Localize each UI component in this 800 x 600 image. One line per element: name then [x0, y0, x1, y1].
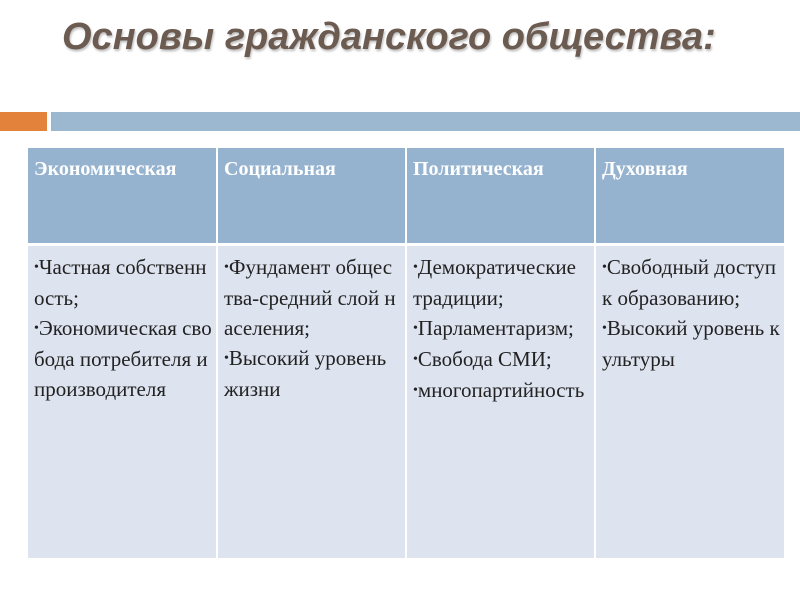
list-item: •Высокий уровень жизни — [224, 346, 387, 401]
accent-bar-blue — [51, 112, 800, 131]
slide-title: Основы гражданского общества: — [62, 16, 716, 58]
cell-spiritual — [595, 245, 784, 559]
cell-economic — [28, 245, 217, 559]
list-item: •многопартийность — [413, 378, 585, 402]
header-spiritual: Духовная — [595, 148, 784, 245]
society-table — [28, 148, 784, 558]
header-economic: Экономическая — [28, 148, 217, 245]
accent-bar-orange — [0, 112, 47, 131]
list-item: •Частная собственность; — [34, 255, 207, 310]
header-political: Политическая — [406, 148, 595, 245]
list-item: •Демократические традиции; — [413, 255, 576, 310]
list-item: •Свободный доступ к образованию; — [602, 255, 776, 310]
list-item: •Парламентаризм; — [413, 316, 574, 340]
list-item: •Экономическая свобода потребителя и производителя — [34, 316, 212, 401]
cell-social — [217, 245, 406, 559]
table-body-row — [28, 245, 784, 559]
table-header-row — [28, 148, 784, 245]
cell-political — [406, 245, 595, 559]
list-item: •Свобода СМИ; — [413, 347, 552, 371]
header-social: Социальная — [217, 148, 406, 245]
list-item: •Высокий уровень культуры — [602, 316, 780, 371]
list-item: •Фундамент общества-средний слой населения; — [224, 255, 396, 340]
